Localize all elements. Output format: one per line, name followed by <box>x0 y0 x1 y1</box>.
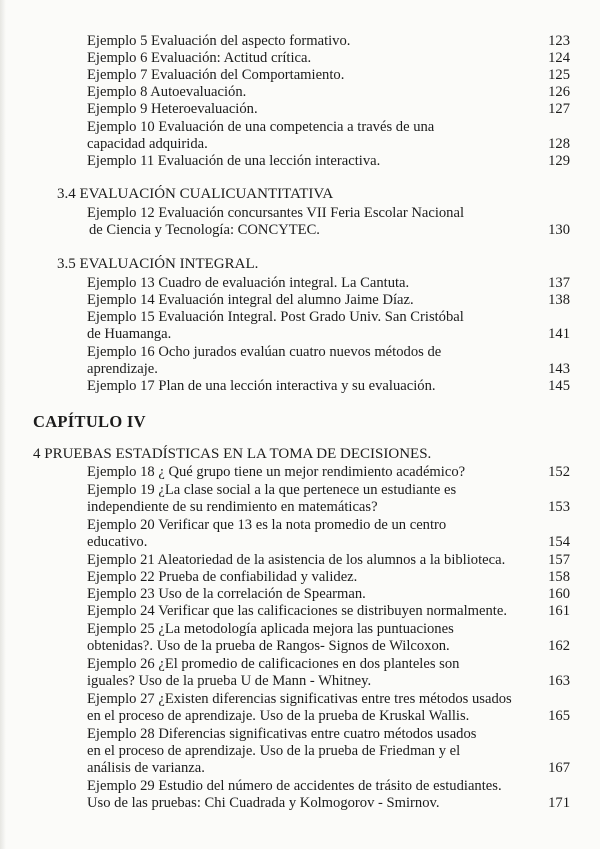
toc-entry-ejemplo-9: Ejemplo 9 Heteroevaluación. <box>87 101 258 117</box>
toc-page-number: 141 <box>548 326 570 342</box>
toc-entry-continuation: análisis de varianza. <box>87 760 205 776</box>
chapter-heading: CAPÍTULO IV <box>33 412 146 431</box>
toc-entry-ejemplo-25: Ejemplo 25 ¿La metodología aplicada mejora las puntuaciones <box>87 621 454 637</box>
toc-page-number: 128 <box>548 136 570 152</box>
toc-entry-continuation: independiente de su rendimiento en matemáticas? <box>87 499 378 515</box>
toc-entry-ejemplo-11: Ejemplo 11 Evaluación de una lección interactiva. <box>87 153 381 169</box>
toc-section-3-4: 3.4 EVALUACIÓN CUALICUANTITATIVA <box>57 186 334 202</box>
toc-section-4: 4 PRUEBAS ESTADÍSTICAS EN LA TOMA DE DECISIONES. <box>33 446 432 462</box>
toc-page-number: 127 <box>548 101 570 117</box>
toc-page-number: 143 <box>548 361 570 377</box>
toc-entry-continuation: en el proceso de aprendizaje. Uso de la prueba de Kruskal Wallis. <box>87 708 470 724</box>
toc-entry-ejemplo-13: Ejemplo 13 Cuadro de evaluación integral. La Cantuta. <box>87 275 410 291</box>
toc-entry-ejemplo-24: Ejemplo 24 Verificar que las calificaciones se distribuyen normalmente. <box>87 603 507 619</box>
toc-entry-continuation: capacidad adquirida. <box>87 136 208 152</box>
toc-page-number: 162 <box>548 638 570 654</box>
toc-entry-continuation: iguales? Uso de la prueba U de Mann - Whitney. <box>87 673 372 689</box>
toc-page-number: 158 <box>548 569 570 585</box>
toc-entry-continuation: de Ciencia y Tecnología: CONCYTEC. <box>89 222 320 238</box>
toc-page-number: 163 <box>548 673 570 689</box>
toc-page-number: 138 <box>548 292 570 308</box>
toc-page-number: 157 <box>548 552 570 568</box>
toc-entry-ejemplo-14: Ejemplo 14 Evaluación integral del alumno Jaime Díaz. <box>87 292 414 308</box>
toc-entry-ejemplo-12: Ejemplo 12 Evaluación concursantes VII Feria Escolar Nacional <box>87 205 465 221</box>
toc-entry-ejemplo-8: Ejemplo 8 Autoevaluación. <box>87 84 247 100</box>
toc-entry-ejemplo-15: Ejemplo 15 Evaluación Integral. Post Grado Univ. San Cristóbal <box>87 309 464 325</box>
toc-entry-ejemplo-29: Ejemplo 29 Estudio del número de accidentes de trásito de estudiantes. <box>87 778 502 794</box>
toc-entry-ejemplo-20: Ejemplo 20 Verificar que 13 es la nota promedio de un centro <box>87 517 447 533</box>
toc-entry-ejemplo-22: Ejemplo 22 Prueba de confiabilidad y validez. <box>87 569 358 585</box>
toc-entry-continuation: educativo. <box>87 534 148 550</box>
toc-page-number: 165 <box>548 708 570 724</box>
toc-section-3-5: 3.5 EVALUACIÓN INTEGRAL. <box>57 256 259 272</box>
toc-entry-ejemplo-19: Ejemplo 19 ¿La clase social a la que pertenece un estudiante es <box>87 482 457 498</box>
toc-page-number: 145 <box>548 378 570 394</box>
toc-page-number: 171 <box>548 795 570 811</box>
toc-entry-ejemplo-10: Ejemplo 10 Evaluación de una competencia a través de una <box>87 119 435 135</box>
toc-page-number: 152 <box>548 464 570 480</box>
toc-entry-ejemplo-18: Ejemplo 18 ¿ Qué grupo tiene un mejor rendimiento académico? <box>87 464 466 480</box>
toc-page-number: 167 <box>548 760 570 776</box>
page-edge-shadow <box>0 0 6 849</box>
toc-entry-ejemplo-7: Ejemplo 7 Evaluación del Comportamiento. <box>87 67 345 83</box>
toc-entry-continuation: obtenidas?. Uso de la prueba de Rangos- Signos de Wilcoxon. <box>87 638 450 654</box>
toc-entry-continuation: de Huamanga. <box>87 326 172 342</box>
toc-page-number: 161 <box>548 603 570 619</box>
toc-page-number: 129 <box>548 153 570 169</box>
toc-entry-ejemplo-16: Ejemplo 16 Ocho jurados evalúan cuatro nuevos métodos de <box>87 344 442 360</box>
toc-entry-continuation: Uso de las pruebas: Chi Cuadrada y Kolmogorov - Smirnov. <box>87 795 440 811</box>
toc-page-number: 126 <box>548 84 570 100</box>
toc-entry-ejemplo-27: Ejemplo 27 ¿Existen diferencias significativas entre tres métodos usados <box>87 691 512 707</box>
toc-page-number: 160 <box>548 586 570 602</box>
toc-page-number: 123 <box>548 33 570 49</box>
toc-page-number: 125 <box>548 67 570 83</box>
toc-entry-ejemplo-26: Ejemplo 26 ¿El promedio de calificaciones en dos planteles son <box>87 656 460 672</box>
toc-page-number: 130 <box>548 222 570 238</box>
toc-entry-ejemplo-28: Ejemplo 28 Diferencias significativas entre cuatro métodos usados <box>87 726 477 742</box>
toc-entry-ejemplo-21: Ejemplo 21 Aleatoriedad de la asistencia de los alumnos a la biblioteca. <box>87 552 506 568</box>
toc-page-number: 154 <box>548 534 570 550</box>
toc-entry-continuation: en el proceso de aprendizaje. Uso de la prueba de Friedman y el <box>87 743 461 759</box>
toc-page-number: 124 <box>548 50 570 66</box>
toc-entry-ejemplo-6: Ejemplo 6 Evaluación: Actitud crítica. <box>87 50 312 66</box>
toc-entry-ejemplo-23: Ejemplo 23 Uso de la correlación de Spearman. <box>87 586 366 602</box>
toc-page-number: 137 <box>548 275 570 291</box>
toc-entry-continuation: aprendizaje. <box>87 361 158 377</box>
toc-entry-ejemplo-5: Ejemplo 5 Evaluación del aspecto formativo. <box>87 33 351 49</box>
toc-entry-ejemplo-17: Ejemplo 17 Plan de una lección interactiva y su evaluación. <box>87 378 436 394</box>
toc-page-number: 153 <box>548 499 570 515</box>
